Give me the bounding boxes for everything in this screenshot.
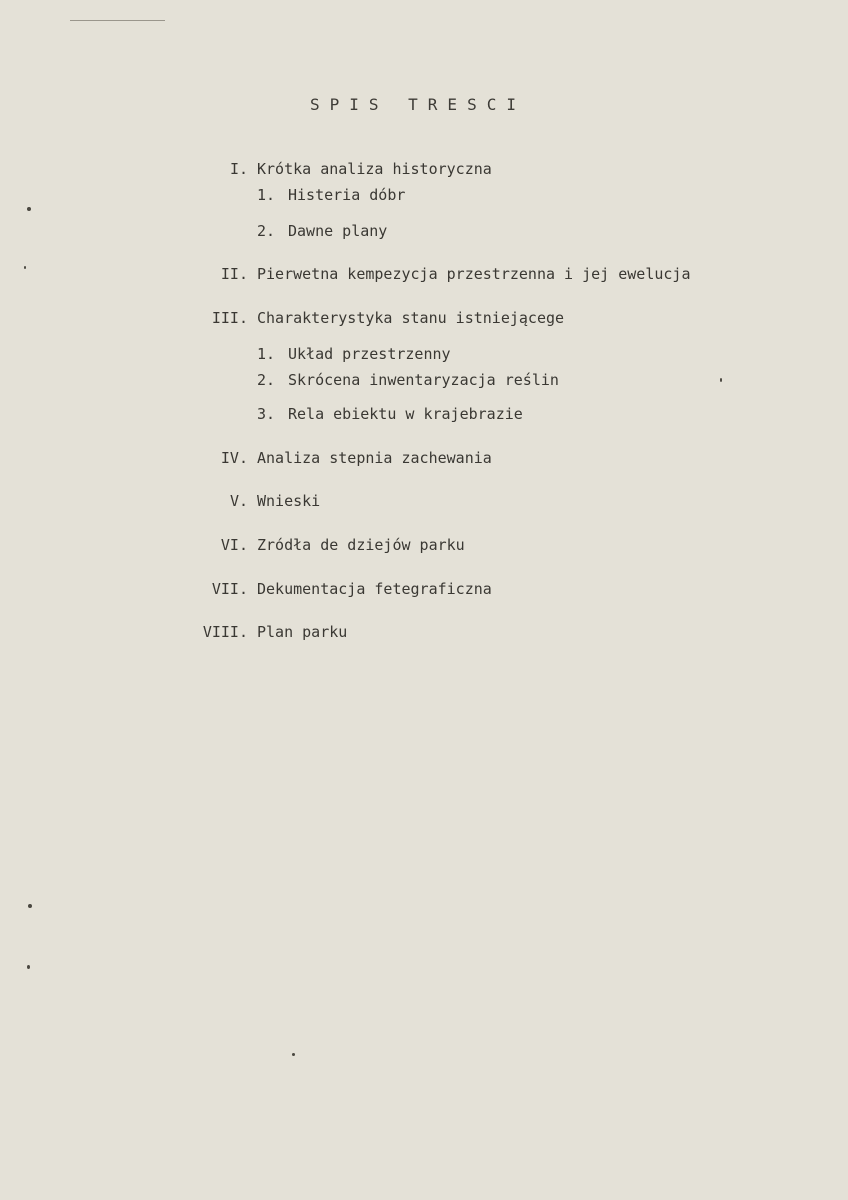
toc-entry-label: Pierwetna kempezycja przestrzenna i jej ewelucja — [257, 265, 691, 283]
paper-speck — [27, 965, 30, 969]
toc-subentry-number: 2. — [257, 222, 276, 240]
toc-entry-label: Dekumentacja fetegraficzna — [257, 580, 492, 598]
paper-speck — [24, 266, 26, 269]
toc-entry-number: VIII. — [202, 623, 248, 641]
paper-speck — [292, 1053, 295, 1056]
pencil-line-mark — [70, 20, 165, 21]
toc-subentry-label: Histeria dóbr — [288, 186, 406, 204]
toc-subentry-number: 3. — [257, 405, 276, 423]
toc-entry-label: Wnieski — [257, 492, 321, 510]
toc-subentry-label: Skrócena inwentaryzacja reślin — [288, 371, 559, 389]
paper-speck — [27, 207, 31, 211]
toc-entry-number: I. — [229, 160, 248, 178]
paper-speck — [720, 378, 722, 382]
toc-entry-label: Analiza stepnia zachewania — [257, 449, 492, 467]
toc-entry-number: VII. — [211, 580, 248, 598]
toc-subentry-label: Dawne plany — [288, 222, 388, 240]
toc-entry-label: Plan parku — [257, 623, 348, 641]
page-title: SPIS TRESCI — [310, 95, 526, 114]
toc-entry-number: IV. — [220, 449, 248, 467]
toc-subentry-label: Układ przestrzenny — [288, 345, 451, 363]
toc-subentry-number: 2. — [257, 371, 276, 389]
toc-entry-label: Zródła de dziejów parku — [257, 536, 465, 554]
toc-entry-number: II. — [220, 265, 248, 283]
toc-subentry-number: 1. — [257, 186, 276, 204]
toc-entry-label: Charakterystyka stanu istniejącege — [257, 309, 565, 327]
toc-entry-number: V. — [229, 492, 248, 510]
toc-entry-number: III. — [211, 309, 248, 327]
toc-subentry-label: Rela ebiektu w krajebrazie — [288, 405, 523, 423]
toc-entry-label: Krótka analiza historyczna — [257, 160, 492, 178]
toc-subentry-number: 1. — [257, 345, 276, 363]
paper-speck — [28, 904, 32, 908]
toc-entry-number: VI. — [220, 536, 248, 554]
